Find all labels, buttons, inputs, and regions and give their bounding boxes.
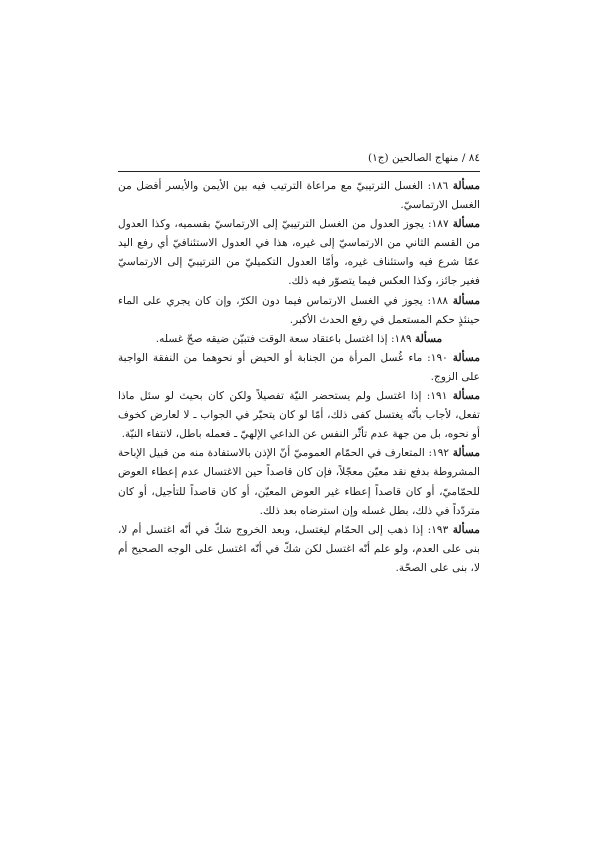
issue-text: إذا ذهب إلى الحمّام ليغتسل، وبعد الخروج شكّ في أنّه اغتسل أم لا، بنى على العدم، ولو علم أنّه اغتسل لكن شكّ في أنّه اغتسل على الوجه الصحيح أم لا، بنى على الصحّة.: [118, 523, 480, 574]
issue-188: [118, 292, 480, 330]
issue-193: [118, 521, 480, 578]
issue-text: يجوز العدول من الغسل الترتيبيّ إلى الارتماسيّ بقسميه، وكذا العدول من القسم الثاني من الارتماسيّ إلى غيره، هذا في العدول الاستئنافيّ أي رفع اليد عمّا شرع فيه واستئناف غيره، وأمّا العدول التكميليّ من الترتيبيّ إلى الارتماسيّ فغير جائز، وكذا العكس فيما يتصوّر فيه ذلك.: [118, 218, 480, 288]
issue-text: ماء غُسل المرأة من الجنابة أو الحيض أو نحوهما من النفقة الواجبة على الزوج.: [118, 351, 480, 383]
issue-text: يجوز في الغسل الارتماس فيما دون الكرّ، وإن كان يجري على الماء حينئذٍ حكم المستعمل في رفع الحدث الأكبر.: [118, 294, 480, 326]
issue-191: [118, 387, 480, 444]
issue-text: الغسل الترتيبيّ مع مراعاة الترتيب فيه بين الأيمن والأيسر أفضل من الغسل الارتماسيّ.: [118, 180, 480, 212]
issue-text: إذا اغتسل ولم يستحضر النيّة تفصيلاً ولكن كان بحيث لو سئل ماذا تفعل، لأجاب بأنّه يغتسل كفى ذلك، أمّا لو كان يتحيّر في الجواب ـ لا لعارض كخوف أو نحوه، بل من جهة عدم تأثّر النفس عن الداعي الإلهيّ ـ فعمله باطل، لانتفاء النيّة.: [118, 390, 480, 441]
issue-number: ١٨٦:: [427, 180, 449, 192]
issue-192: [118, 444, 480, 520]
issue-189: [118, 330, 480, 349]
issue-text: إذا اغتسل باعتقاد سعة الوقت فتبيّن ضيقه صحّ غسله.: [155, 332, 391, 345]
issue-190: [118, 349, 480, 387]
book-page: [118, 150, 480, 578]
issue-label: مسألة: [452, 180, 480, 192]
issue-number: ١٨٨:: [427, 294, 449, 307]
running-header: ٨٤ / منهاج الصالحين (ج١): [118, 150, 480, 172]
issue-label: مسألة: [452, 447, 480, 460]
issue-label: مسألة: [452, 390, 480, 403]
issue-number: ١٩٢:: [428, 447, 450, 460]
issue-label: مسألة: [452, 218, 480, 231]
issue-number: ١٩٣:: [427, 523, 449, 536]
issue-text: المتعارف في الحمّام العموميّ أنّ الإذن بالاستفادة منه من قبيل الإباحة المشروطة بدفع نقد معيّن معجّلاً، فإن كان قاصداً حين الاغتسال عدم إعطاء العوض للحمّاميّ، أو كان قاصداً إعطاء غير العوض المعيّن، أو كان قاصداً للتأجيل، أو كان متردّداً في ذلك، بطل غسله وإن استرضاه بعد ذلك.: [118, 447, 480, 517]
issue-label: مسألة: [452, 351, 480, 364]
issue-186: [118, 177, 480, 215]
issue-187: [118, 215, 480, 291]
issue-label: مسألة: [414, 332, 443, 345]
issue-number: ١٩١:: [426, 390, 448, 403]
issue-label: مسألة: [452, 523, 480, 536]
issue-label: مسألة: [452, 294, 480, 307]
issue-number: ١٩٠:: [427, 351, 448, 364]
issue-number: ١٨٧:: [428, 218, 449, 231]
issue-number: ١٨٩:: [390, 332, 412, 345]
